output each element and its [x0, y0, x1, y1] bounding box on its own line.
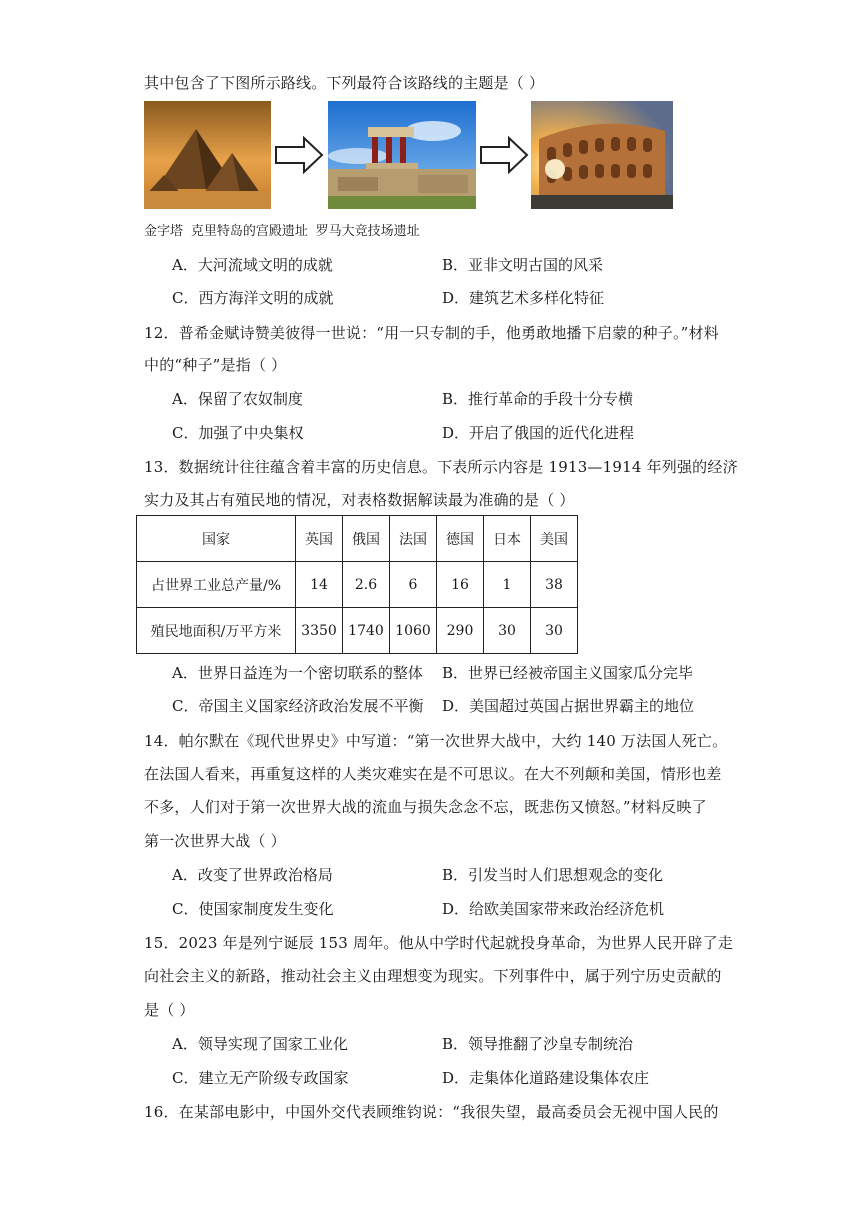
q12-option-d[interactable]: D．开启了俄国的近代化进程 [442, 424, 635, 442]
pyramids-image [144, 101, 271, 209]
table-cell: 6 [390, 562, 437, 608]
q14-stem-line4: 第一次世界大战（ ） [144, 832, 286, 850]
q14-option-c[interactable]: C．使国家制度发生变化 [172, 900, 334, 918]
table-cell: 2.6 [343, 562, 390, 608]
q13-option-d[interactable]: D．美国超过英国占据世界霸主的地位 [442, 697, 695, 715]
image-caption: 金字塔 克里特岛的宫殿遗址 罗马大竞技场遗址 [144, 224, 420, 239]
table-cell: 俄国 [343, 516, 390, 562]
table-row [137, 608, 578, 654]
table-cell: 法国 [390, 516, 437, 562]
table-cell: 30 [531, 608, 578, 654]
q11-option-a[interactable]: A．大河流域文明的成就 [172, 256, 333, 274]
q16-stem-line1: 16．在某部电影中，中国外交代表顾维钧说：“我很失望，最高委员会无视中国人民的 [144, 1103, 719, 1121]
q15-stem-line3: 是（ ） [144, 1001, 195, 1019]
table-cell: 美国 [531, 516, 578, 562]
q14-option-d[interactable]: D．给欧美国家带来政治经济危机 [442, 900, 665, 918]
table-cell: 殖民地面积/万平方米 [137, 608, 296, 654]
q15-option-a[interactable]: A．领导实现了国家工业化 [172, 1035, 348, 1053]
q12-option-c[interactable]: C．加强了中央集权 [172, 424, 304, 442]
data-table [136, 515, 578, 654]
q11-option-c[interactable]: C．西方海洋文明的成就 [172, 289, 334, 307]
q12-option-a[interactable]: A．保留了农奴制度 [172, 390, 303, 408]
table-cell: 国家 [137, 516, 296, 562]
colosseum-image [531, 101, 673, 209]
q14-option-a[interactable]: A．改变了世界政治格局 [172, 866, 333, 884]
q12-stem-line1: 12．普希金赋诗赞美彼得一世说：“用一只专制的手，他勇敢地播下启蒙的种子。”材料 [144, 324, 719, 342]
arrow-icon [274, 136, 324, 174]
q13-stem-line1: 13．数据统计往往蕴含着丰富的历史信息。下表所示内容是 1913—1914 年列强的经济 [144, 458, 738, 476]
intro-line: 其中包含了下图所示路线。下列最符合该路线的主题是（ ） [144, 74, 545, 92]
table-cell: 3350 [296, 608, 343, 654]
table-cell: 38 [531, 562, 578, 608]
table-header-row [137, 516, 578, 562]
table-cell: 30 [484, 608, 531, 654]
arrow-icon [479, 136, 529, 174]
q13-option-b[interactable]: B．世界已经被帝国主义国家瓜分完毕 [442, 664, 694, 682]
knossos-palace-image [328, 101, 476, 209]
q13-stem-line2: 实力及其占有殖民地的情况，对表格数据解读最为准确的是（ ） [144, 491, 575, 509]
table-cell: 1 [484, 562, 531, 608]
q11-option-d[interactable]: D．建筑艺术多样化特征 [442, 289, 605, 307]
q14-option-b[interactable]: B．引发当时人们思想观念的变化 [442, 866, 664, 884]
q15-stem-line1: 15．2023 年是列宁诞辰 153 周年。他从中学时代起就投身革命，为世界人民开辟了走 [144, 934, 733, 952]
table-cell: 290 [437, 608, 484, 654]
q12-stem-line2: 中的“种子”是指（ ） [144, 356, 287, 374]
table-cell: 日本 [484, 516, 531, 562]
q14-stem-line2: 在法国人看来，再重复这样的人类灾难实在是不可思议。在大不列颠和美国，情形也差 [144, 765, 722, 783]
q15-stem-line2: 向社会主义的新路，推动社会主义由理想变为现实。下列事件中，属于列宁历史贡献的 [144, 967, 722, 985]
table-cell: 1060 [390, 608, 437, 654]
table-cell: 占世界工业总产量/% [137, 562, 296, 608]
q15-option-d[interactable]: D．走集体化道路建设集体农庄 [442, 1069, 650, 1087]
q11-option-b[interactable]: B．亚非文明古国的风采 [442, 256, 604, 274]
table-cell: 德国 [437, 516, 484, 562]
q13-option-c[interactable]: C．帝国主义国家经济政治发展不平衡 [172, 697, 424, 715]
q15-option-c[interactable]: C．建立无产阶级专政国家 [172, 1069, 349, 1087]
table-row [137, 562, 578, 608]
q14-stem-line1: 14．帕尔默在《现代世界史》中写道：“第一次世界大战中，大约 140 万法国人死亡。 [144, 732, 728, 750]
table-cell: 英国 [296, 516, 343, 562]
q13-option-a[interactable]: A．世界日益连为一个密切联系的整体 [172, 664, 423, 682]
q12-option-b[interactable]: B．推行革命的手段十分专横 [442, 390, 634, 408]
table-cell: 16 [437, 562, 484, 608]
table-cell: 14 [296, 562, 343, 608]
q15-option-b[interactable]: B．领导推翻了沙皇专制统治 [442, 1035, 634, 1053]
table-cell: 1740 [343, 608, 390, 654]
q14-stem-line3: 不多，人们对于第一次世界大战的流血与损失念念不忘，既悲伤又愤怒。”材料反映了 [144, 798, 707, 816]
